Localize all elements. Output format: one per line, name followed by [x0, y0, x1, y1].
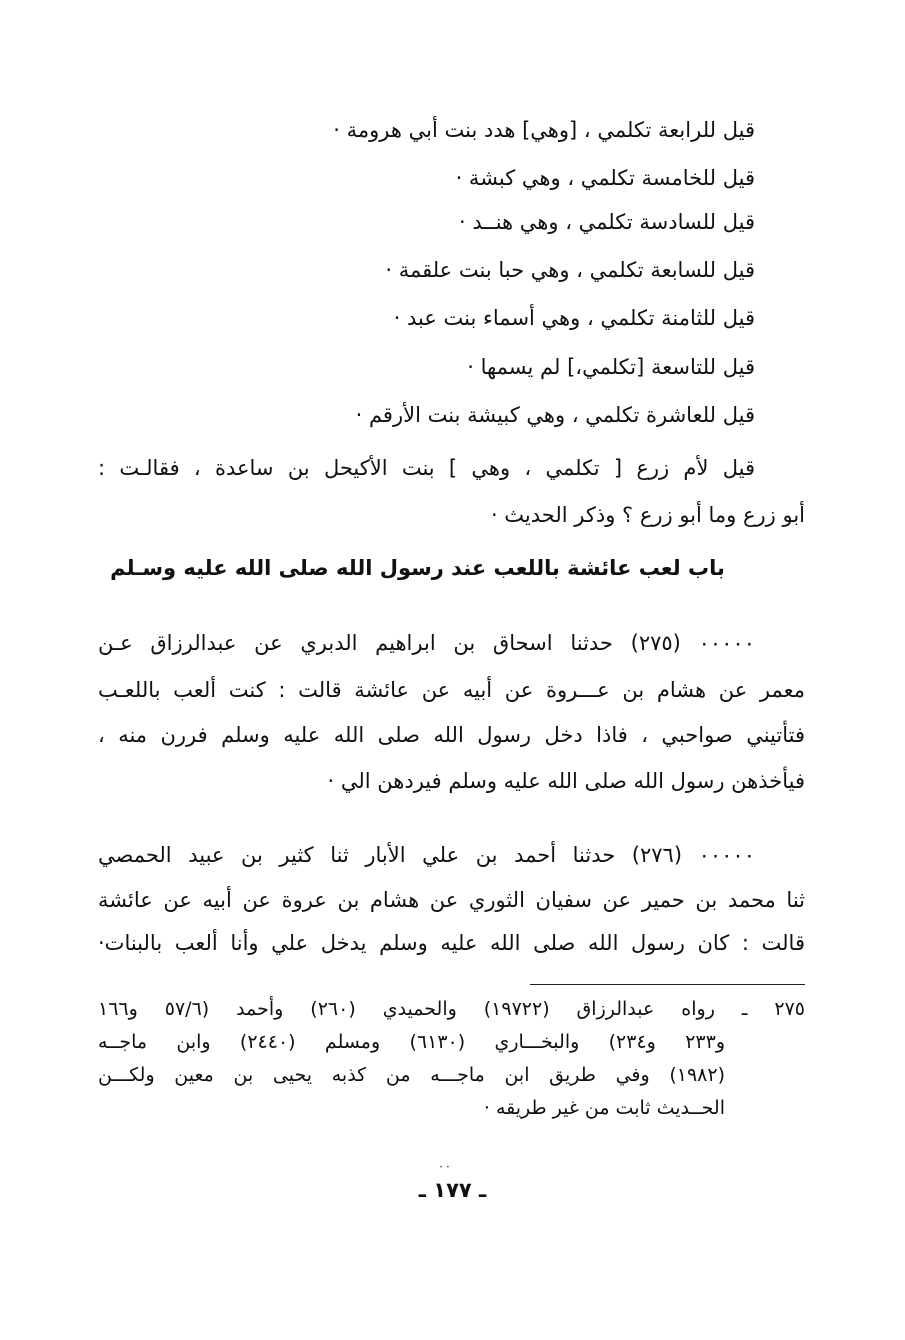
text-line: قيل للثامنة تكلمي ، وهي أسماء بنت عبد ·	[393, 306, 755, 330]
footnote-line: ٢٧٥ ـ رواه عبدالرزاق (١٩٧٢٢) والحميدي (٢٦٠) وأحمد (٥٧/٦ و١٦٦	[98, 998, 806, 1020]
text-line: قيل لأم زرع [ تكلمي ، وهي ] بنت الأكيحل بن ساعدة ، فقالـت :	[98, 456, 755, 480]
hadith-276-line: قالت : كان رسول الله صلى الله عليه وسلم يدخل علي وأنا ألعب بالبنات·	[98, 931, 805, 955]
text-line: قيل للعاشرة تكلمي ، وهي كبيشة بنت الأرقم ·	[355, 403, 755, 427]
hadith-276-line: ٠٠٠٠٠ (٢٧٦) حدثنا أحمد بن علي الأبار ثنا كثير بن عبيد الحمصي	[98, 843, 755, 867]
hadith-276-line: ثنا محمد بن حمير عن سفيان الثوري عن هشام بن عروة عن أبيه عن عائشة	[98, 888, 805, 912]
hadith-275-line: فتأتيني صواحبي ، فاذا دخل رسول الله صلى الله عليه وسلم فررن منه ،	[98, 723, 805, 747]
text-line: قيل للتاسعة [تكلمي،] لم يسمها ·	[467, 355, 755, 379]
text-line: أبو زرع وما أبو زرع ؟ وذكر الحديث ·	[490, 503, 805, 527]
chapter-heading: باب لعب عائشة باللعب عند رسول الله صلى الله عليه وسـلم	[110, 556, 725, 580]
hadith-275-line: ٠٠٠٠٠ (٢٧٥) حدثنا اسحاق بن ابراهيم الدبري عن عبدالرزاق عـن	[98, 631, 755, 655]
text-line: قيل للخامسة تكلمي ، وهي كبشة ·	[455, 166, 755, 190]
hadith-275-line: معمر عن هشام بن عـــروة عن أبيه عن عائشة قالت : كنت ألعب باللعـب	[98, 678, 805, 702]
footnote-separator	[530, 984, 805, 985]
ornament-dots: ··	[439, 1160, 453, 1174]
text-line: قيل للسادسة تكلمي ، وهي هنــد ·	[459, 210, 755, 234]
text-line: قيل للرابعة تكلمي ، [وهي] هدد بنت أبي هرومة ·	[333, 118, 755, 142]
text-line: قيل للسابعة تكلمي ، وهي حبا بنت علقمة ·	[385, 258, 755, 282]
footnote-line: (١٩٨٢) وفي طريق ابن ماجـــه من كذبه يحيى بن معين ولكـــن	[98, 1064, 725, 1086]
footnote-line: الحــديث ثابت من غير طريقه ·	[483, 1097, 725, 1119]
page-number: ـ ١٧٧ ـ	[418, 1178, 487, 1202]
footnote-line: و٢٣٣ و٢٣٤) والبخـــاري (٦١٣٠) ومسلم (٢٤٤٠) وابن ماجــه	[98, 1031, 726, 1053]
hadith-275-line: فيأخذهن رسول الله صلى الله عليه وسلم فيردهن الي ·	[327, 769, 805, 793]
